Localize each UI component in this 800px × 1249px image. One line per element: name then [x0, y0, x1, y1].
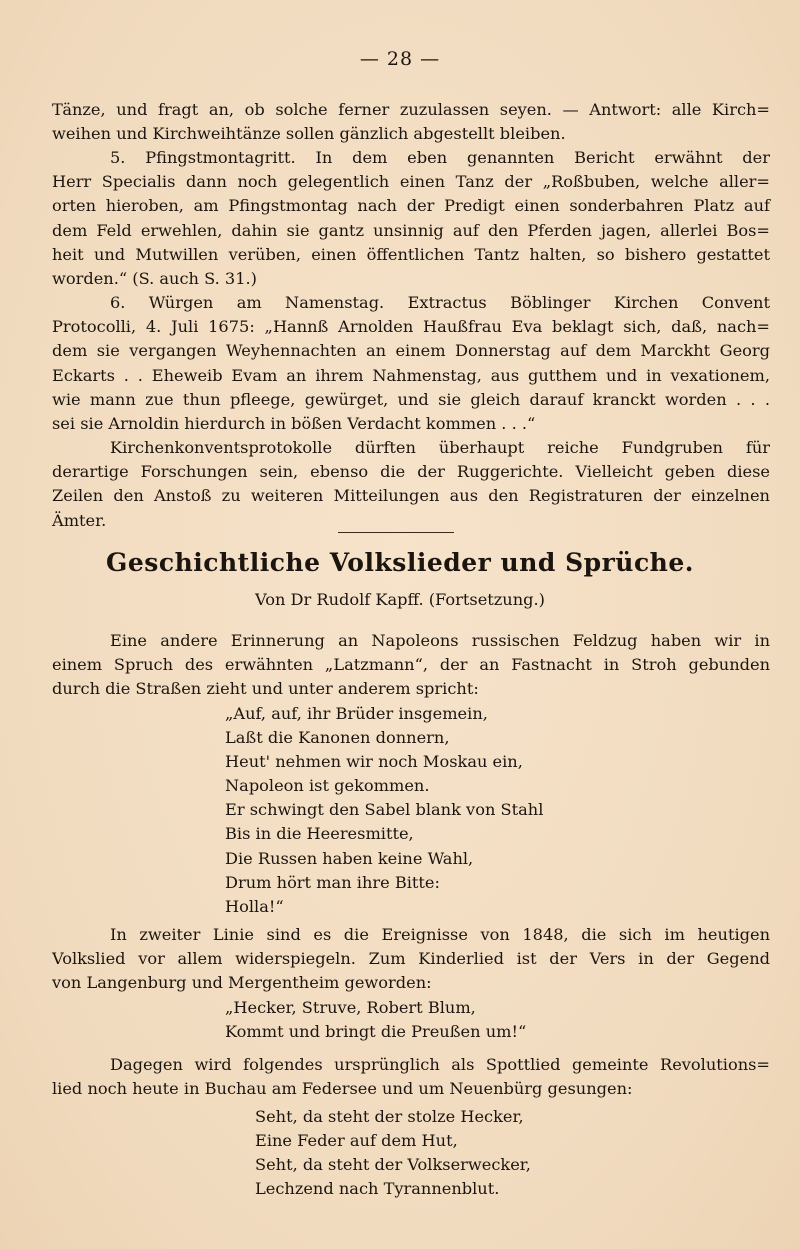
paragraph-pfingstmontagritt: [52, 146, 770, 291]
verse-napoleon: [225, 702, 543, 919]
text-line: Eine andere Erinnerung an Napoleons russischen Feldzug haben wir in: [110, 631, 770, 650]
text-line: 6. Würgen am Namenstag. Extractus Böblinger Kirchen Convent: [110, 293, 770, 312]
verse-line: Drum hört man ihre Bitte:: [225, 872, 440, 892]
text-line: Volkslied vor allem widerspiegeln. Zum Kinderlied ist der Vers in der Gegend: [52, 949, 770, 969]
text-line: durch die Straßen zieht und unter anderem spricht:: [52, 679, 479, 699]
verse-line: „Auf, auf, ihr Brüder insgemein,: [225, 704, 488, 723]
verse-line: Holla!“: [225, 896, 284, 916]
section-title: Geschichtliche Volkslieder und Sprüche.: [106, 548, 694, 577]
paragraph-dances: [52, 98, 770, 146]
verse-line: Seht, da steht der stolze Hecker,: [255, 1107, 524, 1126]
text-line: Dagegen wird folgendes ursprünglich als Spottlied gemeinte Revolutions=: [110, 1055, 770, 1074]
verse-line: Er schwingt den Sabel blank von Stahl: [225, 800, 544, 820]
text-line: von Langenburg und Mergentheim geworden:: [52, 973, 432, 993]
text-line: worden.“ (S. auch S. 31.): [52, 269, 257, 289]
verse-line: Kommt und bringt die Preußen um!“: [225, 1022, 527, 1042]
verse-line: Heut' nehmen wir noch Moskau ein,: [225, 752, 523, 772]
verse-line: Seht, da steht der Volkserwecker,: [255, 1155, 531, 1175]
text-line: weihen und Kirchweihtänze sollen gänzlich abgestellt bleiben.: [52, 124, 566, 144]
text-line: lied noch heute in Buchau am Federsee und um Neuenbürg gesungen:: [52, 1079, 633, 1099]
verse-line: Bis in die Heeresmitte,: [225, 824, 414, 844]
paragraph-1848: [52, 923, 770, 996]
text-line: Protocolli, 4. Juli 1675: „Hannß Arnolden Haußfrau Eva beklagt sich, daß, nach=: [52, 317, 770, 337]
verse-line: Lechzend nach Tyrannenblut.: [255, 1179, 500, 1199]
verse-line: Die Russen haben keine Wahl,: [225, 848, 474, 868]
text-line: In zweiter Linie sind es die Ereignisse von 1848, die sich im heutigen: [110, 925, 770, 944]
paragraph-wuergen: [52, 291, 770, 436]
verse-line: Eine Feder auf dem Hut,: [255, 1131, 458, 1151]
verse-line: Laßt die Kanonen donnern,: [225, 728, 450, 748]
paragraph-spottlied: [52, 1053, 770, 1101]
text-line: dem Feld erwehlen, dahin sie gantz unsinnig auf den Pferden jagen, allerlei Bos=: [52, 220, 770, 240]
text-line: wie mann zue thun pfleege, gewürget, und sie gleich darauf kranckt worden . . .: [52, 389, 770, 409]
verse-line: Napoleon ist gekommen.: [225, 776, 430, 796]
text-line: derartige Forschungen sein, ebenso die der Ruggerichte. Vielleicht geben diese: [52, 462, 770, 482]
text-line: Ämter.: [52, 510, 107, 530]
text-line: orten hieroben, am Pfingstmontag nach der Predigt einen sonderbahren Platz auf: [52, 196, 770, 216]
text-line: 5. Pfingstmontagritt. In dem eben genannten Bericht erwähnt der: [110, 148, 770, 167]
text-line: dem sie vergangen Weyhennachten an einem Donnerstag auf dem Marckht Georg: [52, 341, 770, 361]
verse-hecker-spottlied: [255, 1105, 531, 1201]
verse-hecker-kinderlied: [225, 996, 526, 1044]
text-line: sei sie Arnoldin hierdurch in bößen Verdacht kommen . . .“: [52, 414, 536, 434]
text-line: Herr Specialis dann noch gelegentlich einen Tanz der „Roßbuben, welche aller=: [52, 172, 770, 192]
text-line: einem Spruch des erwähnten „Latzmann“, der an Fastnacht in Stroh gebunden: [52, 655, 770, 675]
text-line: heit und Mutwillen verüben, einen öffentlichen Tantz halten, so bishero gestattet: [52, 244, 770, 264]
section-divider: [338, 532, 454, 533]
text-line: Eckarts . . Eheweib Evam an ihrem Nahmenstag, aus gutthem und in vexationem,: [52, 365, 770, 385]
text-line: Tänze, und fragt an, ob solche ferner zuzulassen seyen. — Antwort: alle Kirch=: [52, 100, 770, 119]
paragraph-napoleon: [52, 629, 770, 702]
paragraph-kirchenkonvent: [52, 436, 770, 533]
verse-line: „Hecker, Struve, Robert Blum,: [225, 998, 476, 1017]
text-line: Kirchenkonventsprotokolle dürften überhaupt reiche Fundgruben für: [110, 438, 770, 457]
page-number: — 28 —: [359, 48, 441, 70]
text-line: Zeilen den Anstoß zu weiteren Mitteilungen aus den Registraturen der einzelnen: [52, 486, 770, 506]
section-byline: Von Dr Rudolf Kapff. (Fortsetzung.): [255, 590, 545, 609]
